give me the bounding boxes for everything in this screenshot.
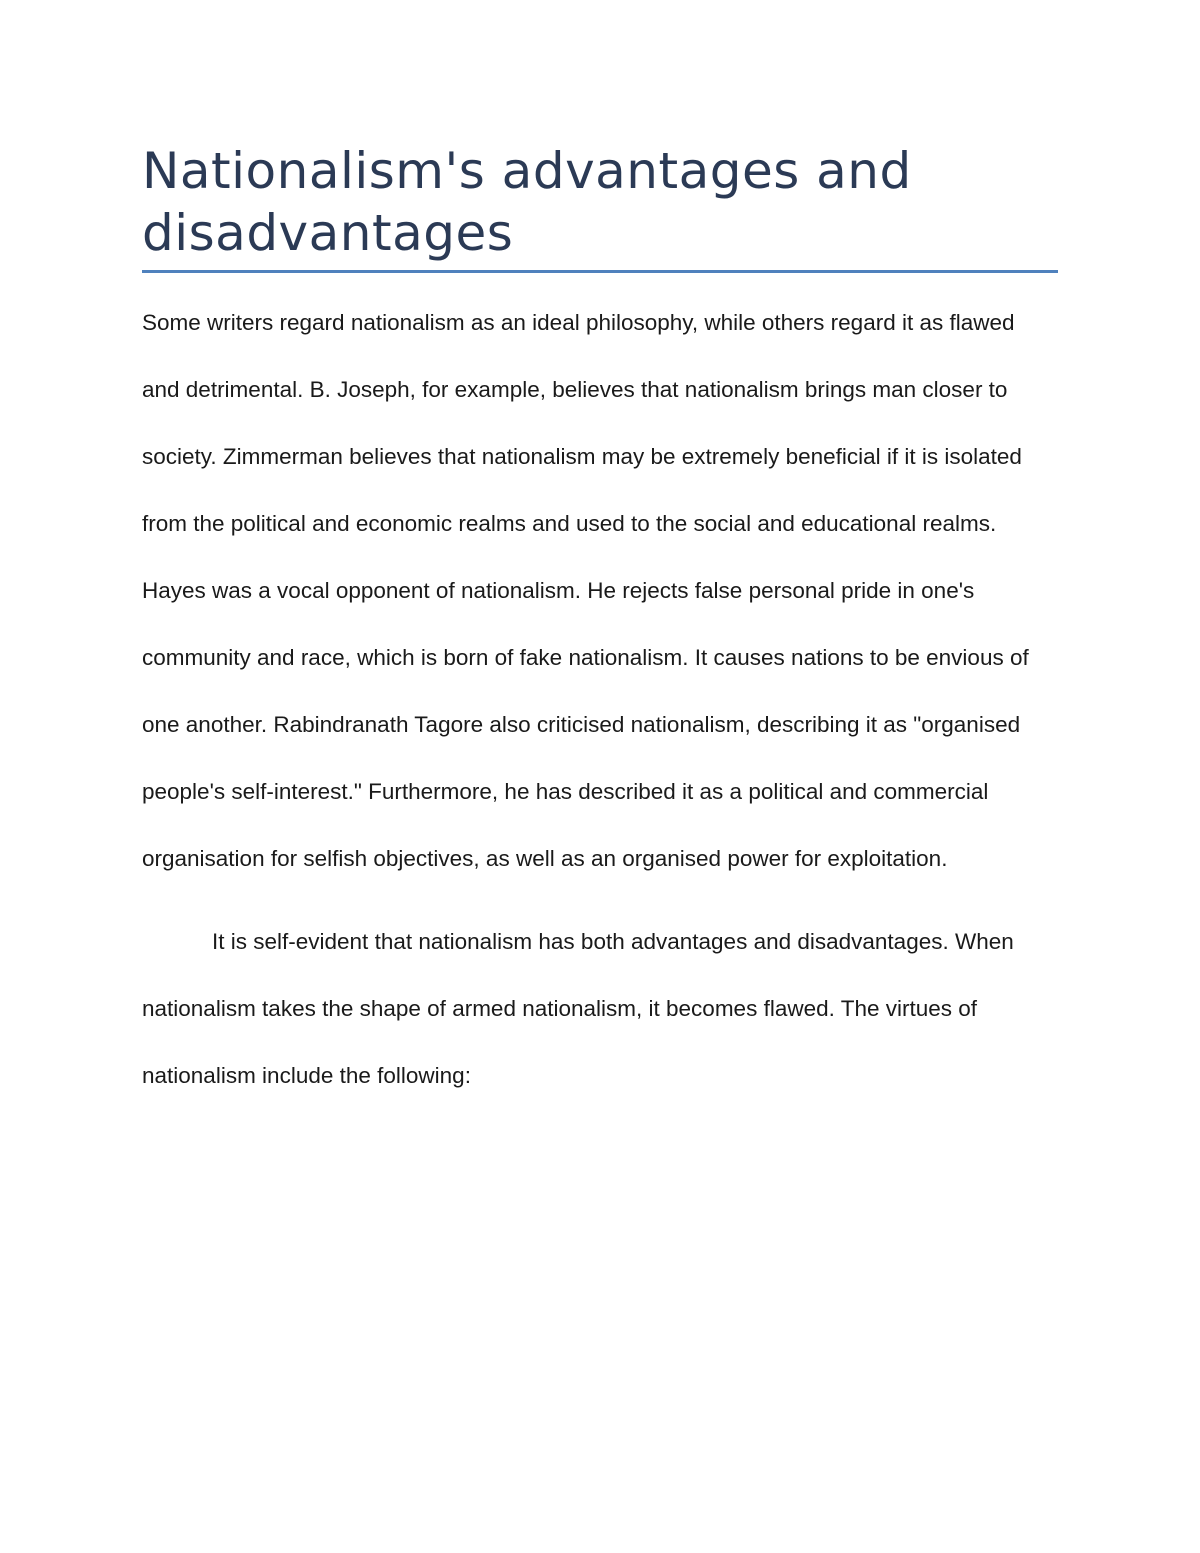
body-paragraph-2: It is self-evident that nationalism has both advantages and disadvantages. When nationalism takes the shape of armed nationalism, it becomes flawed. The virtues of nationalism include the following:: [142, 929, 1014, 1088]
title-underline-rule: [142, 270, 1058, 273]
body-paragraph-1: Some writers regard nationalism as an ideal philosophy, while others regard it as flawed and detrimental. B. Joseph, for example, believes that nationalism brings man closer to society. Zimmerman believes that nationalism may be extremely beneficial if it is isolated from the political and economic realms and used to the social and educational realms. Hayes was a vocal opponent of nationalism. He rejects false personal pride in one's community and race, which is born of fake nationalism. It causes nations to be envious of one another. Rabindranath Tagore also criticised nationalism, describing it as "organised people's self-interest." Furthermore, he has described it as a political and commercial organisation for selfish objectives, as well as an organised power for exploitation.: [142, 310, 1029, 871]
document-content: [142, 140, 1058, 1109]
document-title: Nationalism's advantages and disadvantages: [142, 142, 912, 262]
